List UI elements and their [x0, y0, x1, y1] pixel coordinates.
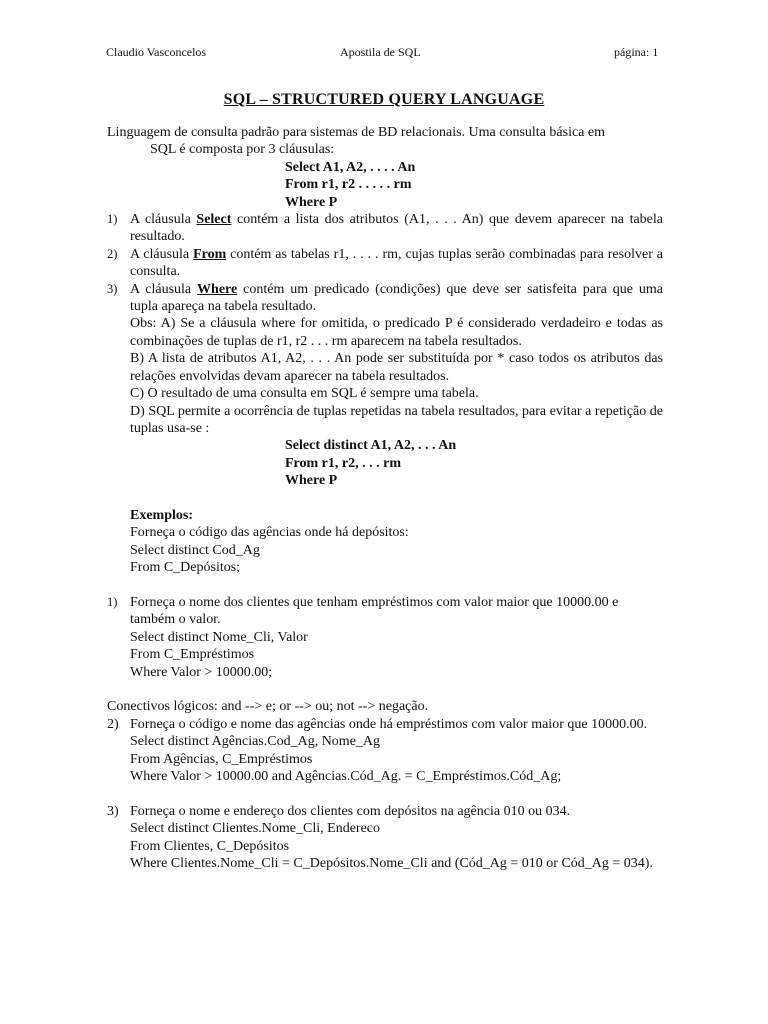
clause-select-item: [107, 211, 663, 246]
clause-post: contém a lista dos atributos (A1, . . . An) que devem aparecer na tabela resultado.: [130, 212, 663, 245]
clause-text: [130, 246, 663, 281]
clause-text: [130, 281, 663, 316]
example-2-body: [130, 716, 663, 786]
distinct-from: From r1, r2, . . . rm: [285, 455, 401, 471]
intro-select: Select A1, A2, . . . . An: [285, 159, 416, 175]
clause-pre: A cláusula: [130, 212, 197, 228]
clause-pre: A cláusula: [130, 281, 198, 297]
example-0-select: Select distinct Cod_Ag: [130, 542, 260, 558]
example-3-from: From Clientes, C_Depósitos: [130, 838, 290, 854]
distinct-select: Select distinct A1, A2, . . . An: [285, 438, 457, 454]
example-2-where: Where Valor > 10000.00 and Agências.Cód_Ag. = C_Empréstimos.Cód_Ag;: [130, 768, 562, 784]
clause-text: [130, 211, 663, 246]
example-2: [107, 716, 663, 786]
example-1-select: Select distinct Nome_Cli, Valor: [130, 629, 308, 645]
example-1-question: Forneça o nome dos clientes que tenham empréstimos com valor maior que 10000.00 e também o valor.: [130, 594, 619, 628]
clause-from-item: [107, 246, 663, 281]
example-3-question: Forneça o nome e endereço dos clientes com depósitos na agência 010 ou 034.: [130, 803, 571, 819]
intro-from: From r1, r2 . . . . . rm: [285, 177, 412, 193]
examples-heading: Exemplos:: [130, 507, 193, 523]
clause-post: contém as tabelas r1, . . . . rm, cujas tuplas serão combinadas para resolver a consulta.: [130, 246, 663, 280]
spacer: [107, 577, 663, 594]
clause-keyword: Select: [196, 212, 232, 228]
example-2-question: Forneça o código e nome das agências onde há empréstimos com valor maior que 10000.00.: [130, 716, 648, 732]
example-3-body: [130, 803, 663, 873]
example-number: 2): [107, 716, 119, 732]
clause-keyword: Where: [197, 281, 238, 297]
document-body: [107, 124, 663, 872]
clause-number: 2): [107, 246, 118, 261]
obs-a: Obs: A) Se a cláusula where for omitida, o predicado P é considerado verdadeiro e todas as combinações de tuplas de r1, r2 . . . rm aparecem na tabela resultados.: [130, 316, 663, 349]
example-1: [107, 594, 663, 681]
example-0-question: Forneça o código das agências onde há depósitos:: [130, 525, 409, 541]
spacer: [107, 681, 663, 698]
header-author: Claudio Vasconcelos: [106, 45, 207, 59]
spacer: [107, 785, 663, 802]
clause-pre: A cláusula: [130, 246, 194, 262]
clause-number: 3): [107, 281, 118, 296]
intro-line-1: Linguagem de consulta padrão para sistemas de BD relacionais. Uma consulta básica em: [107, 125, 605, 140]
example-0-from: From C_Depósitos;: [130, 560, 241, 576]
example-number: 3): [107, 803, 119, 819]
obs-c: C) O resultado de uma consulta em SQL é sempre uma tabela.: [130, 386, 479, 402]
example-3: [107, 803, 663, 873]
distinct-where: Where P: [285, 473, 338, 489]
example-1-from: From C_Empréstimos: [130, 647, 255, 663]
intro-where: Where P: [285, 194, 338, 210]
example-2-from: From Agências, C_Empréstimos: [130, 751, 313, 767]
clause-keyword: From: [193, 246, 227, 262]
page-title: SQL – STRUCTURED QUERY LANGUAGE: [223, 91, 545, 108]
logical-connectives: Conectivos lógicos: and --> e; or --> ou; not --> negação.: [107, 699, 429, 715]
example-1-where: Where Valor > 10000.00;: [130, 664, 273, 680]
obs-d: D) SQL permite a ocorrência de tuplas repetidas na tabela resultados, para evitar a repetição de tuplas usa-se :: [130, 403, 663, 436]
header-doc-title: Apostila de SQL: [340, 45, 421, 59]
intro-line-2: SQL é composta por 3 cláusulas:: [150, 142, 335, 158]
example-number: 1): [107, 594, 118, 609]
clause-number: 1): [107, 212, 118, 227]
clause-where-item: [107, 281, 663, 316]
spacer: [107, 490, 663, 507]
obs-b: B) A lista de atributos A1, A2, . . . An pode ser substituída por * caso todos os atributos das relações envolvidas devam aparecer na tabela resultados.: [130, 351, 663, 384]
example-3-select: Select distinct Clientes.Nome_Cli, Endereco: [130, 821, 380, 837]
clause-post: contém um predicado (condições) que deve ser satisfeita para que uma tupla apareça na tabela resultado.: [130, 281, 663, 315]
example-1-body: [130, 594, 663, 681]
example-3-where: Where Clientes.Nome_Cli = C_Depósitos.Nome_Cli and (Cód_Ag = 010 or Cód_Ag = 034).: [130, 856, 653, 871]
example-2-select: Select distinct Agências.Cod_Ag, Nome_Ag: [130, 734, 381, 750]
header-page-number: página: 1: [614, 45, 659, 59]
